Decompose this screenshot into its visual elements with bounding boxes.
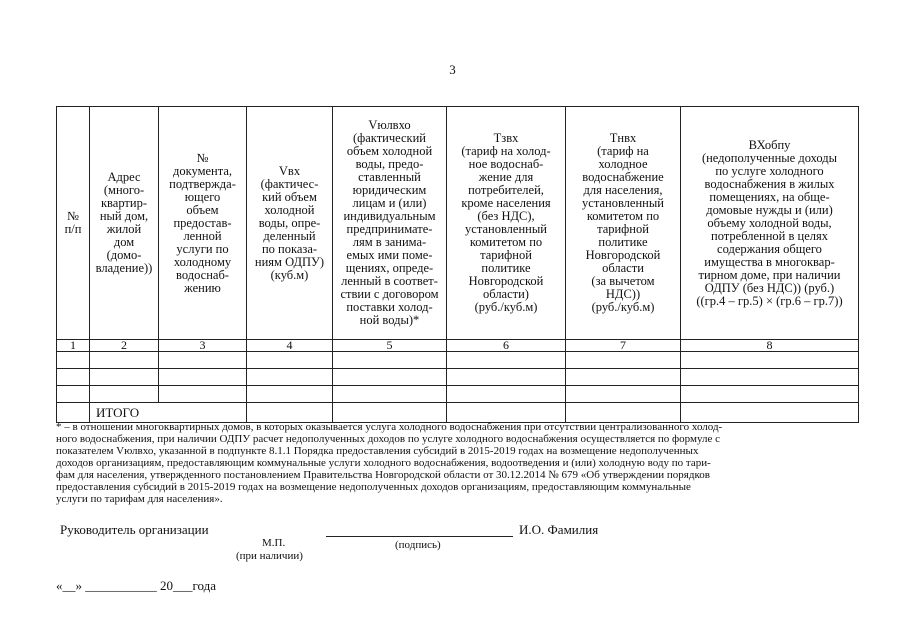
table-cell — [57, 369, 90, 386]
header-cell-v-ulvho: Vюлвхо (фактический объем холодной воды, предо- ставленный юридическим лицам и (или) индивидуальным предпринимате- лям в занима- емых ими поме- щениях, опреде- ленный в соответ- ствии с договором поставки холод- ной воды)* — [333, 107, 447, 340]
table-cell — [681, 369, 859, 386]
column-number: 1 — [57, 340, 90, 352]
table-cell — [159, 352, 247, 369]
table-cell — [333, 386, 447, 403]
header-cell-document: № документа, подтвержда- ющего объем предостав- ленной услуги по холодному водоснаб- жению — [159, 107, 247, 340]
total-row — [57, 403, 859, 423]
table-cell — [566, 386, 681, 403]
signer-name-label: И.О. Фамилия — [519, 522, 599, 537]
stamp-place-label: М.П. — [262, 537, 286, 549]
table-cell — [333, 369, 447, 386]
header-cell-number: № п/п — [57, 107, 90, 340]
table-cell — [57, 386, 90, 403]
table-row — [57, 352, 859, 369]
column-number: 3 — [159, 340, 247, 352]
report-table — [56, 106, 859, 423]
page-number: 3 — [449, 62, 456, 77]
header-cell-vh-obpu: ВХобпу (недополученные доходы по услуге холодного водоснабжения в жилых помещениях, на обще- домовые нужды и (или) объему холодной воды, потребленной в целях содержания общего имущества в многоквар- тирном доме, при наличии ОДПУ (без НДС)) (руб.) ((гр.4 – гр.5) × (гр.6 – гр.7)) — [681, 107, 859, 340]
column-number: 4 — [247, 340, 333, 352]
table-cell — [333, 403, 447, 423]
table-cell — [681, 352, 859, 369]
signature-caption: (подпись) — [395, 539, 441, 551]
table-row — [57, 386, 859, 403]
column-number: 6 — [447, 340, 566, 352]
column-number: 7 — [566, 340, 681, 352]
table-cell — [681, 403, 859, 423]
header-cell-v-vh: Vвх (фактичес- кий объем холодной воды, опре- деленный по показа- ниям ОДПУ) (куб.м) — [247, 107, 333, 340]
stamp-note: (при наличии) — [236, 550, 303, 562]
table-cell — [247, 403, 333, 423]
table-cell — [447, 369, 566, 386]
table-cell — [159, 386, 247, 403]
footnote: * – в отношении многоквартирных домов, в которых оказывается услуга холодного водоснабжения при отсутствии централизованного холод- ного водоснабжения, при наличии ОДПУ расчет недополученных доходов по услуге холодного водоснабжения осуществляется по формуле с показателем Vюлвхо, указанной в подпункте 8.1.1 Порядка предоставления субсидий в 2015-2019 годах на возмещение недополученных доходов организациям, предоставляющим коммунальные услуги холодного водоснабжения, водоотведения и (или) холодную воду по тари- фам для населения, утвержденного постановлением Правительства Новгородской области от 30.12.2014 № 679 «Об утверждении порядков предоставления субсидий в 2015-2019 годах на возмещение недополученных доходов организациям, предоставляющим коммунальные услуги по тарифам для населения». — [56, 421, 723, 505]
column-number: 5 — [333, 340, 447, 352]
header-cell-t-zvh: Тзвх (тариф на холод- ное водоснаб- жение для потребителей, кроме населения (без НДС), установленный комитетом по тарифной политике Новгородской области) (руб./куб.м) — [447, 107, 566, 340]
table-cell — [247, 352, 333, 369]
table-cell — [447, 352, 566, 369]
table-cell — [566, 403, 681, 423]
table-cell — [57, 352, 90, 369]
table-cell — [90, 369, 159, 386]
table-cell — [566, 369, 681, 386]
column-number: 8 — [681, 340, 859, 352]
header-row — [57, 107, 859, 340]
signer-title: Руководитель организации — [60, 522, 209, 537]
table-cell — [57, 403, 90, 423]
date-line: «__» ___________ 20___года — [56, 578, 217, 593]
column-number-row — [57, 340, 859, 352]
table-cell — [90, 352, 159, 369]
header-cell-t-nvh: Тнвх (тариф на холодное водоснабжение для населения, установленный комитетом по тарифной политике Новгородской области (за вычетом НДС)) (руб./куб.м) — [566, 107, 681, 340]
table-cell — [447, 403, 566, 423]
table-cell — [90, 386, 159, 403]
table-cell — [159, 369, 247, 386]
table-cell — [566, 352, 681, 369]
table-cell — [681, 386, 859, 403]
header-cell-address: Адрес (много- квартир- ный дом, жилой дом (домо- владение)) — [90, 107, 159, 340]
table-cell — [447, 386, 566, 403]
column-number: 2 — [90, 340, 159, 352]
table-cell — [247, 369, 333, 386]
table-cell — [247, 386, 333, 403]
table-row — [57, 369, 859, 386]
table-cell — [333, 352, 447, 369]
signature-line — [326, 536, 513, 537]
total-label: ИТОГО — [90, 403, 247, 423]
